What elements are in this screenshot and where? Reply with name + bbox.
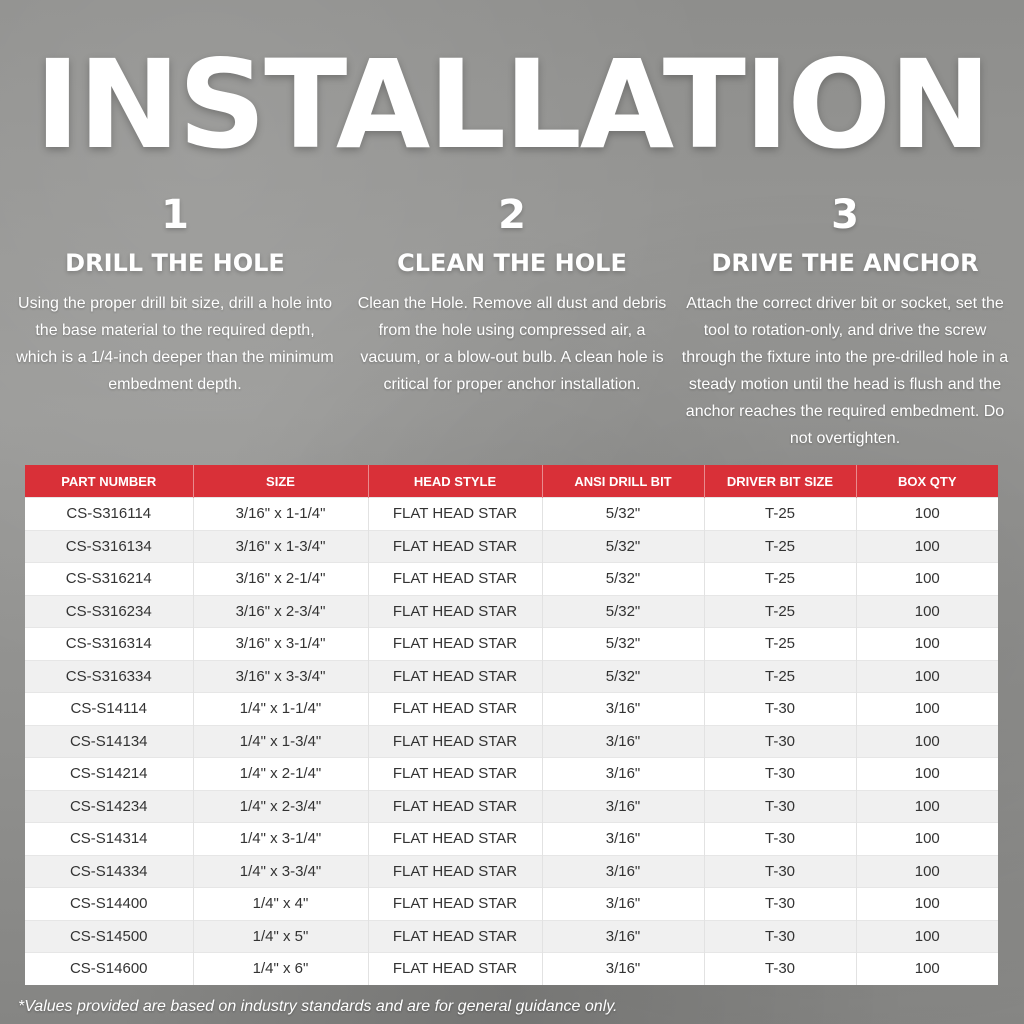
cell-box-qty: 100 bbox=[856, 790, 998, 823]
cell-driver-bit-size: T-30 bbox=[704, 758, 856, 791]
step-2-number: 2 bbox=[498, 192, 526, 238]
header-head-style: HEAD STYLE bbox=[368, 465, 542, 498]
cell-part-number: CS-S316114 bbox=[25, 498, 193, 531]
cell-size: 1/4" x 3-3/4" bbox=[193, 855, 368, 888]
cell-box-qty: 100 bbox=[856, 855, 998, 888]
table-row bbox=[25, 953, 998, 985]
step-1-title: DRILL THE HOLE bbox=[65, 249, 285, 277]
cell-part-number: CS-S316134 bbox=[25, 530, 193, 563]
cell-head-style: FLAT HEAD STAR bbox=[368, 498, 542, 531]
table-row bbox=[25, 693, 998, 726]
cell-size: 1/4" x 1-3/4" bbox=[193, 725, 368, 758]
cell-ansi-drill-bit: 3/16" bbox=[542, 953, 704, 985]
cell-driver-bit-size: T-30 bbox=[704, 823, 856, 856]
cell-ansi-drill-bit: 3/16" bbox=[542, 855, 704, 888]
page-title: INSTALLATION bbox=[34, 34, 990, 176]
cell-box-qty: 100 bbox=[856, 498, 998, 531]
cell-part-number: CS-S316214 bbox=[25, 563, 193, 596]
cell-part-number: CS-S14334 bbox=[25, 855, 193, 888]
cell-head-style: FLAT HEAD STAR bbox=[368, 920, 542, 953]
cell-box-qty: 100 bbox=[856, 953, 998, 985]
step-2-text: Clean the Hole. Remove all dust and debris from the hole using compressed air, a vacuum, or a blow-out bulb. A clean hole is critical for proper anchor installation. bbox=[357, 295, 667, 393]
cell-box-qty: 100 bbox=[856, 530, 998, 563]
cell-head-style: FLAT HEAD STAR bbox=[368, 693, 542, 726]
cell-box-qty: 100 bbox=[856, 563, 998, 596]
specs-table bbox=[25, 465, 998, 985]
cell-driver-bit-size: T-25 bbox=[704, 660, 856, 693]
cell-part-number: CS-S14314 bbox=[25, 823, 193, 856]
cell-head-style: FLAT HEAD STAR bbox=[368, 953, 542, 985]
cell-part-number: CS-S14114 bbox=[25, 693, 193, 726]
cell-driver-bit-size: T-30 bbox=[704, 855, 856, 888]
cell-ansi-drill-bit: 5/32" bbox=[542, 660, 704, 693]
cell-head-style: FLAT HEAD STAR bbox=[368, 790, 542, 823]
cell-size: 1/4" x 5" bbox=[193, 920, 368, 953]
header-box-qty: BOX QTY bbox=[856, 465, 998, 498]
table-row bbox=[25, 725, 998, 758]
cell-ansi-drill-bit: 5/32" bbox=[542, 563, 704, 596]
cell-ansi-drill-bit: 5/32" bbox=[542, 595, 704, 628]
cell-box-qty: 100 bbox=[856, 628, 998, 661]
cell-part-number: CS-S14234 bbox=[25, 790, 193, 823]
cell-box-qty: 100 bbox=[856, 693, 998, 726]
cell-size: 3/16" x 1-1/4" bbox=[193, 498, 368, 531]
cell-ansi-drill-bit: 5/32" bbox=[542, 628, 704, 661]
cell-box-qty: 100 bbox=[856, 920, 998, 953]
cell-ansi-drill-bit: 5/32" bbox=[542, 498, 704, 531]
cell-head-style: FLAT HEAD STAR bbox=[368, 530, 542, 563]
step-1-number: 1 bbox=[161, 192, 189, 238]
table-row bbox=[25, 888, 998, 921]
cell-size: 1/4" x 4" bbox=[193, 888, 368, 921]
table-row bbox=[25, 628, 998, 661]
table-row bbox=[25, 758, 998, 791]
table-row bbox=[25, 855, 998, 888]
cell-part-number: CS-S14600 bbox=[25, 953, 193, 985]
cell-box-qty: 100 bbox=[856, 595, 998, 628]
cell-head-style: FLAT HEAD STAR bbox=[368, 823, 542, 856]
cell-driver-bit-size: T-30 bbox=[704, 725, 856, 758]
cell-ansi-drill-bit: 3/16" bbox=[542, 888, 704, 921]
header-ansi-drill-bit: ANSI DRILL BIT bbox=[542, 465, 704, 498]
cell-driver-bit-size: T-30 bbox=[704, 888, 856, 921]
cell-ansi-drill-bit: 5/32" bbox=[542, 530, 704, 563]
cell-size: 1/4" x 3-1/4" bbox=[193, 823, 368, 856]
step-1 bbox=[15, 190, 335, 398]
cell-driver-bit-size: T-30 bbox=[704, 790, 856, 823]
cell-part-number: CS-S316234 bbox=[25, 595, 193, 628]
installation-steps bbox=[0, 190, 1024, 450]
table-row bbox=[25, 530, 998, 563]
cell-size: 3/16" x 2-3/4" bbox=[193, 595, 368, 628]
cell-head-style: FLAT HEAD STAR bbox=[368, 888, 542, 921]
step-3-text: Attach the correct driver bit or socket, set the tool to rotation-only, and drive the screw through the fixture into the pre-drilled hole in a steady motion until the head is flush and the anchor reaches the required embedment. Do not overtighten. bbox=[681, 295, 1009, 447]
cell-part-number: CS-S14214 bbox=[25, 758, 193, 791]
cell-ansi-drill-bit: 3/16" bbox=[542, 725, 704, 758]
cell-driver-bit-size: T-25 bbox=[704, 498, 856, 531]
table-row bbox=[25, 563, 998, 596]
cell-head-style: FLAT HEAD STAR bbox=[368, 628, 542, 661]
cell-part-number: CS-S14134 bbox=[25, 725, 193, 758]
cell-size: 1/4" x 6" bbox=[193, 953, 368, 985]
cell-driver-bit-size: T-30 bbox=[704, 920, 856, 953]
header-driver-bit-size: DRIVER BIT SIZE bbox=[704, 465, 856, 498]
cell-size: 1/4" x 2-1/4" bbox=[193, 758, 368, 791]
cell-box-qty: 100 bbox=[856, 888, 998, 921]
cell-size: 3/16" x 1-3/4" bbox=[193, 530, 368, 563]
table-row bbox=[25, 823, 998, 856]
footnote: *Values provided are based on industry standards and are for general guidance only. bbox=[18, 998, 618, 1015]
table-row bbox=[25, 595, 998, 628]
cell-driver-bit-size: T-25 bbox=[704, 563, 856, 596]
cell-ansi-drill-bit: 3/16" bbox=[542, 823, 704, 856]
cell-ansi-drill-bit: 3/16" bbox=[542, 790, 704, 823]
cell-head-style: FLAT HEAD STAR bbox=[368, 660, 542, 693]
cell-head-style: FLAT HEAD STAR bbox=[368, 595, 542, 628]
cell-size: 1/4" x 2-3/4" bbox=[193, 790, 368, 823]
step-1-text: Using the proper drill bit size, drill a hole into the base material to the required depth, which is a 1/4-inch deeper than the minimum embedment depth. bbox=[16, 295, 334, 393]
cell-driver-bit-size: T-30 bbox=[704, 953, 856, 985]
cell-head-style: FLAT HEAD STAR bbox=[368, 725, 542, 758]
table-row bbox=[25, 498, 998, 531]
specs-table-container bbox=[25, 465, 998, 985]
cell-driver-bit-size: T-25 bbox=[704, 595, 856, 628]
header-size: SIZE bbox=[193, 465, 368, 498]
cell-part-number: CS-S14400 bbox=[25, 888, 193, 921]
cell-part-number: CS-S316334 bbox=[25, 660, 193, 693]
step-3-number: 3 bbox=[831, 192, 859, 238]
cell-size: 3/16" x 3-3/4" bbox=[193, 660, 368, 693]
cell-box-qty: 100 bbox=[856, 725, 998, 758]
cell-size: 1/4" x 1-1/4" bbox=[193, 693, 368, 726]
table-row bbox=[25, 920, 998, 953]
cell-size: 3/16" x 2-1/4" bbox=[193, 563, 368, 596]
step-2 bbox=[352, 190, 672, 398]
step-2-title: CLEAN THE HOLE bbox=[397, 249, 627, 277]
step-3-title: DRIVE THE ANCHOR bbox=[711, 249, 979, 277]
cell-part-number: CS-S14500 bbox=[25, 920, 193, 953]
cell-driver-bit-size: T-25 bbox=[704, 628, 856, 661]
step-3 bbox=[680, 190, 1010, 452]
cell-box-qty: 100 bbox=[856, 823, 998, 856]
cell-head-style: FLAT HEAD STAR bbox=[368, 855, 542, 888]
table-body bbox=[25, 498, 998, 985]
cell-ansi-drill-bit: 3/16" bbox=[542, 758, 704, 791]
cell-box-qty: 100 bbox=[856, 660, 998, 693]
cell-driver-bit-size: T-30 bbox=[704, 693, 856, 726]
table-row bbox=[25, 790, 998, 823]
cell-box-qty: 100 bbox=[856, 758, 998, 791]
table-row bbox=[25, 660, 998, 693]
table-header-row bbox=[25, 465, 998, 498]
cell-head-style: FLAT HEAD STAR bbox=[368, 563, 542, 596]
cell-driver-bit-size: T-25 bbox=[704, 530, 856, 563]
cell-size: 3/16" x 3-1/4" bbox=[193, 628, 368, 661]
cell-head-style: FLAT HEAD STAR bbox=[368, 758, 542, 791]
header-part-number: PART NUMBER bbox=[25, 465, 193, 498]
cell-part-number: CS-S316314 bbox=[25, 628, 193, 661]
cell-ansi-drill-bit: 3/16" bbox=[542, 920, 704, 953]
cell-ansi-drill-bit: 3/16" bbox=[542, 693, 704, 726]
